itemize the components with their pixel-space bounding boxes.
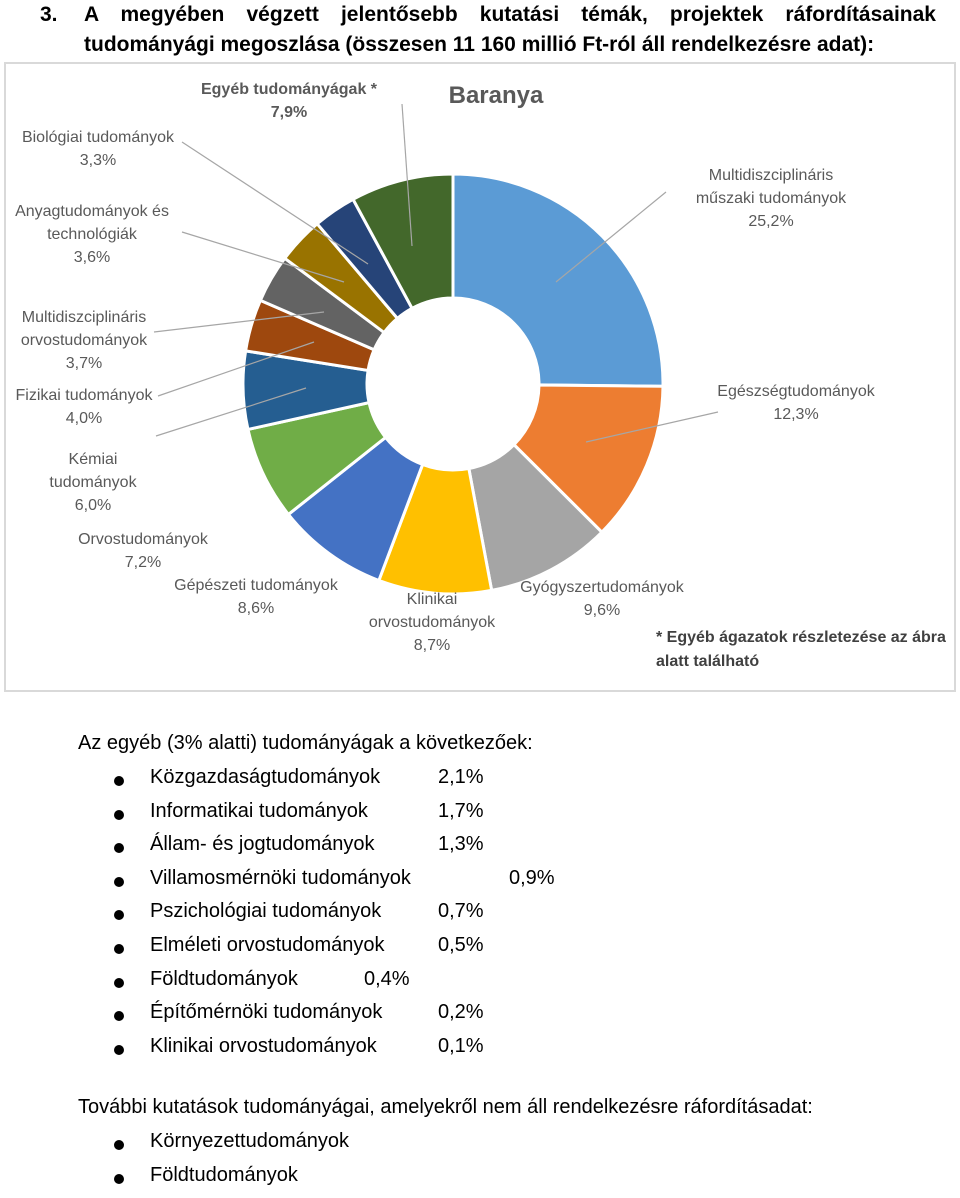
field-share: 1,7% [438,799,484,822]
field-share: 0,2% [438,1001,484,1024]
chart-footnote: * Egyéb ágazatok részletezése az ábra [656,629,946,646]
chart-title: Baranya [448,82,544,109]
data-label-category: Gépészeti tudományok [174,577,338,594]
data-label-value: 3,7% [65,355,103,372]
leader-line [182,142,368,264]
data-label-category: Anyagtudományok és [15,203,169,220]
data-label-category: Egészségtudományok [717,383,875,400]
bullet-icon [114,877,124,887]
data-label-category: Egyéb tudományágak * [200,81,378,98]
field-share: 0,7% [438,900,484,923]
bullet-icon [114,776,124,786]
bullet-icon [114,910,124,920]
bullet-icon [114,944,124,954]
field-name: Földtudományok [150,967,298,990]
data-label-value: 3,3% [79,152,117,169]
field-share: 2,1% [438,766,484,788]
data-label-category: technológiák [47,226,137,243]
bullet-icon [114,978,124,988]
chart-frame [4,62,956,692]
data-label-category: Fizikai tudományok [15,387,153,404]
data-label-value: 9,6% [583,602,621,619]
field-name: Földtudományok [150,1163,298,1186]
field-share: 0,5% [438,934,484,956]
data-label-value: 12,3% [773,406,819,423]
data-label-category: tudományok [49,474,137,491]
data-label-category: Klinikai [406,591,458,608]
data-label-category: Gyógyszertudományok [520,579,684,596]
field-share: 1,3% [438,833,484,856]
field-name: Klinikai orvostudományok [150,1034,377,1057]
data-label-category: Multidiszciplináris [708,167,834,184]
field-name: Közgazdaságtudományok [150,766,381,788]
section-number: 3. [40,3,58,26]
data-label-category: orvostudományok [368,614,496,631]
other-fields-intro: Az egyéb (3% alatti) tudományágak a következőek: [78,732,533,754]
data-label-value: 4,0% [65,410,103,427]
field-name: Pszichológiai tudományok [150,900,382,923]
field-name: Informatikai tudományok [150,799,368,822]
bullet-icon [114,1140,124,1150]
chart-footnote: alatt található [656,653,760,670]
data-label-value: 6,0% [74,497,112,514]
bullet-icon [114,810,124,820]
data-label-category: Multidiszciplináris [21,309,147,326]
field-name: Építőmérnöki tudományok [150,1001,383,1024]
data-label-value: 8,6% [237,600,275,617]
bullet-icon [114,1011,124,1021]
bullet-icon [114,843,124,853]
field-share: 0,9% [509,866,555,889]
further-research-intro: További kutatások tudományágai, amelyekről nem áll rendelkezésre ráfordításadat: [78,1096,813,1118]
bullet-icon [114,1045,124,1055]
data-label-category: Orvostudományok [78,531,208,548]
field-name: Elméleti orvostudományok [150,934,385,956]
bullet-icon [114,1174,124,1184]
field-name: Környezettudományok [150,1130,350,1152]
data-label-category: műszaki tudományok [695,190,847,207]
field-name: Állam- és jogtudományok [150,833,375,856]
data-label-category: Biológiai tudományok [21,129,175,146]
data-label-value: 3,6% [73,249,111,266]
heading-line-2: tudományági megoszlása (összesen 11 160 millió Ft-ról áll rendelkezésre adat): [84,33,875,56]
heading-line-1: A megyében végzett jelentősebb kutatási témák, projektek ráfordításainak [84,3,936,26]
data-label-value: 8,7% [413,637,451,654]
field-share: 0,4% [364,967,410,990]
data-label-value: 25,2% [748,213,794,230]
data-label-category: orvostudományok [20,332,148,349]
data-label-value: 7,9% [270,104,308,121]
field-share: 0,1% [438,1034,484,1057]
data-label-value: 7,2% [124,554,162,571]
donut-chart [6,64,954,690]
field-name: Villamosmérnöki tudományok [150,866,411,889]
data-label-category: Kémiai [68,451,118,468]
